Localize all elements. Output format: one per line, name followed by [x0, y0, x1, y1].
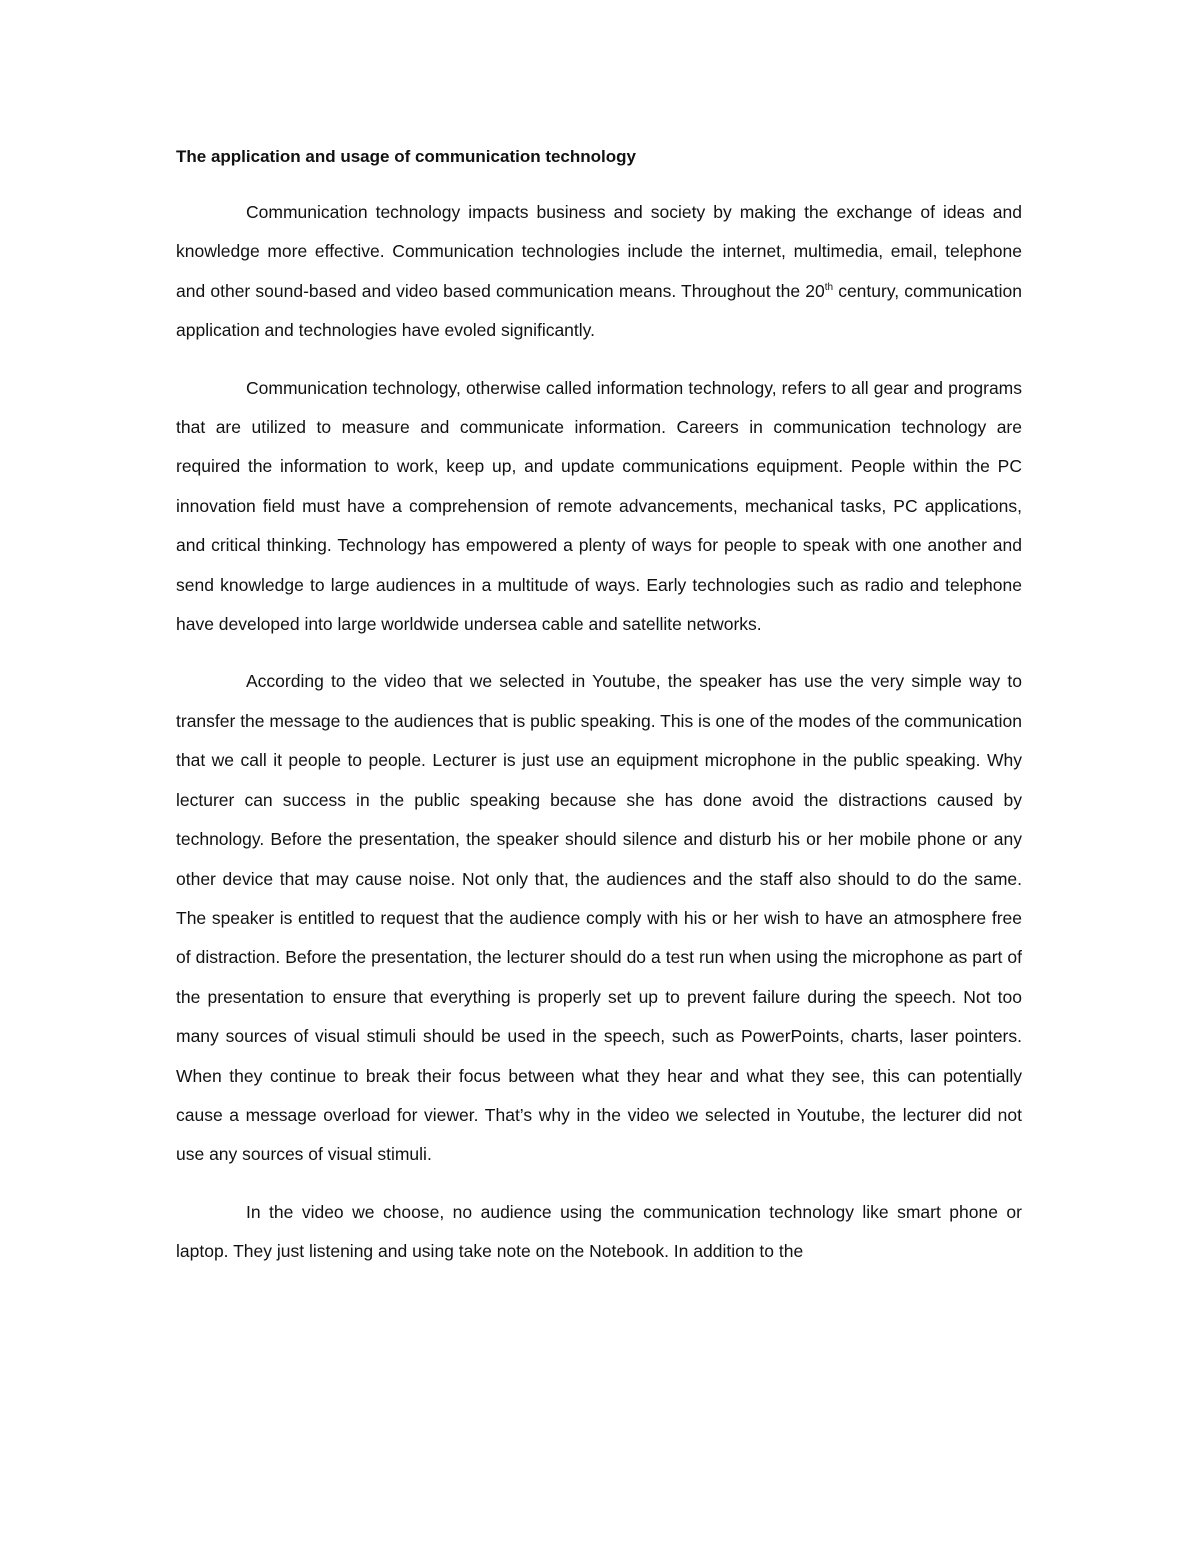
paragraph-4: In the video we choose, no audience using the communication technology like smart phone or laptop. They just listening and using take note on the Notebook. In addition to the — [176, 1201, 1022, 1262]
paragraph-3: According to the video that we selected in Youtube, the speaker has use the very simple way to transfer the message to the audiences that is public speaking. This is one of the modes of the communication that we call it people to people. Lecturer is just use an equipment microphone in the public speaking. Why lecturer can success in the public speaking because she has done avoid the distractions caused by technology. Before the presentation, the speaker should silence and disturb his or her mobile phone or any other device that may cause noise. Not only that, the audiences and the staff also should to do the same. The speaker is entitled to request that the audience comply with his or her wish to have an atmosphere free of distraction. Before the presentation, the lecturer should do a test run when using the microphone as part of the presentation to ensure that everything is properly set up to prevent failure during the speech. Not too many sources of visual stimuli should be used in the speech, such as PowerPoints, charts, laser pointers. When they continue to break their focus between what they hear and what they see, this can potentially cause a message overload for viewer. That’s why in the video we selected in Youtube, the lecturer did not use any sources of visual stimuli. — [176, 671, 1022, 1165]
document-title: The application and usage of communication technology — [176, 147, 636, 166]
ordinal-superscript: th — [824, 281, 834, 293]
paragraph-1 — [176, 193, 1022, 351]
paragraph-1-text: Communication technology impacts business and society by making the exchange of ideas and knowledge more effective. Communication technologies include the internet, multimedia, email, telephone and other sound-based and video based communication means. Throughout the 20 — [176, 202, 1022, 301]
paragraph-1-text-end: century, communication application and technologies have evoled significantly. — [176, 280, 1022, 341]
document-body — [176, 140, 1022, 1290]
paragraph-2: Communication technology, otherwise called information technology, refers to all gear and programs that are utilized to measure and communicate information. Careers in communication technology are required the information to work, keep up, and update communications equipment. People within the PC innovation field must have a comprehension of remote advancements, mechanical tasks, PC applications, and critical thinking. Technology has empowered a plenty of ways for people to speak with one another and send knowledge to large audiences in a multitude of ways. Early technologies such as radio and telephone have developed into large worldwide undersea cable and satellite networks. — [176, 377, 1022, 635]
